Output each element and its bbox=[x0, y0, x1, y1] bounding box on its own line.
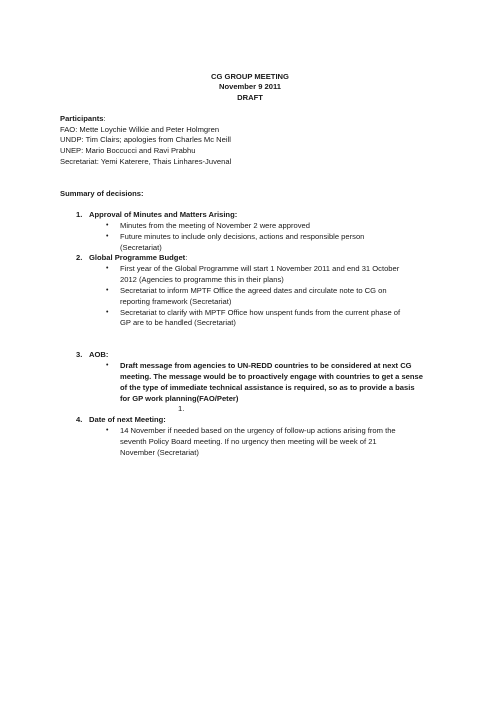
meeting-date: November 9 2011 bbox=[218, 82, 282, 91]
bullet-line: Secretariat to clarify with MPTF Office how unspent funds from the current phase of bbox=[120, 308, 401, 317]
bullet-glyph: • bbox=[106, 309, 109, 316]
sub-item-number: 1. bbox=[178, 404, 185, 413]
bullet-line-bold: of the type of immediate technical assistance is required, so as to provide a basis bbox=[120, 383, 415, 392]
bullet-line: Secretariat to inform MPTF Office the agreed dates and circulate note to CG on bbox=[120, 286, 387, 295]
bullet-line-bold: meeting. The message would be to proactively engage with countries to get a sense bbox=[120, 372, 423, 381]
bullet-line: Minutes from the meeting of November 2 were approved bbox=[120, 221, 310, 230]
bullet-glyph: • bbox=[106, 265, 109, 272]
bullet-glyph: • bbox=[106, 427, 109, 434]
bullet-line: reporting framework (Secretariat) bbox=[120, 297, 232, 306]
participant-unep: UNEP: Mario Boccucci and Ravi Prabhu bbox=[60, 146, 196, 155]
draft-label: DRAFT bbox=[237, 93, 263, 102]
bullet-line-bold: for GP work planning(FAO/Peter) bbox=[120, 394, 239, 403]
bullet-line: 14 November if needed based on the urgency of follow-up actions arising from the bbox=[120, 426, 396, 435]
item-number: 4. bbox=[76, 415, 83, 424]
bullet-glyph: • bbox=[106, 233, 109, 240]
participants-heading-line bbox=[60, 114, 106, 125]
bullet-glyph: • bbox=[106, 222, 109, 229]
document-title: CG GROUP MEETING bbox=[211, 72, 289, 81]
item-number: 3. bbox=[76, 350, 83, 359]
participant-undp: UNDP: Tim Clairs; apologies from Charles Mc Neill bbox=[60, 135, 231, 144]
item-title-budget-line bbox=[89, 253, 187, 264]
bullet-glyph: • bbox=[106, 362, 109, 369]
bullet-line: GP are to be handled (Secretariat) bbox=[120, 318, 236, 327]
participant-fao: FAO: Mette Loychie Wilkie and Peter Holmgren bbox=[60, 125, 220, 134]
participant-secretariat: Secretariat: Yemi Katerere, Thais Linhares-Juvenal bbox=[60, 157, 232, 166]
bullet-line-bold: Draft message from agencies to UN-REDD countries to be considered at next CG bbox=[120, 361, 412, 370]
summary-heading: Summary of decisions: bbox=[60, 189, 144, 198]
item-title-approval: Approval of Minutes and Matters Arising: bbox=[89, 210, 238, 219]
item-title-budget-colon: : bbox=[185, 253, 188, 262]
bullet-glyph: • bbox=[106, 287, 109, 294]
bullet-line: seventh Policy Board meeting. If no urgency then meeting will be week of 21 bbox=[120, 437, 377, 446]
item-title-next-meeting: Date of next Meeting: bbox=[89, 415, 166, 424]
participants-heading: Participants bbox=[60, 114, 104, 123]
participants-colon: : bbox=[103, 114, 106, 123]
bullet-line: November (Secretariat) bbox=[120, 448, 199, 457]
bullet-line: Future minutes to include only decisions, actions and responsible person bbox=[120, 232, 365, 241]
item-title-aob: AOB: bbox=[89, 350, 109, 359]
bullet-line: First year of the Global Programme will start 1 November 2011 and end 31 October bbox=[120, 264, 400, 273]
item-number: 2. bbox=[76, 253, 83, 262]
item-title-budget: Global Programme Budget bbox=[89, 253, 186, 262]
item-number: 1. bbox=[76, 210, 83, 219]
bullet-line: 2012 (Agencies to programme this in their plans) bbox=[120, 275, 284, 284]
bullet-line: (Secretariat) bbox=[120, 243, 162, 252]
